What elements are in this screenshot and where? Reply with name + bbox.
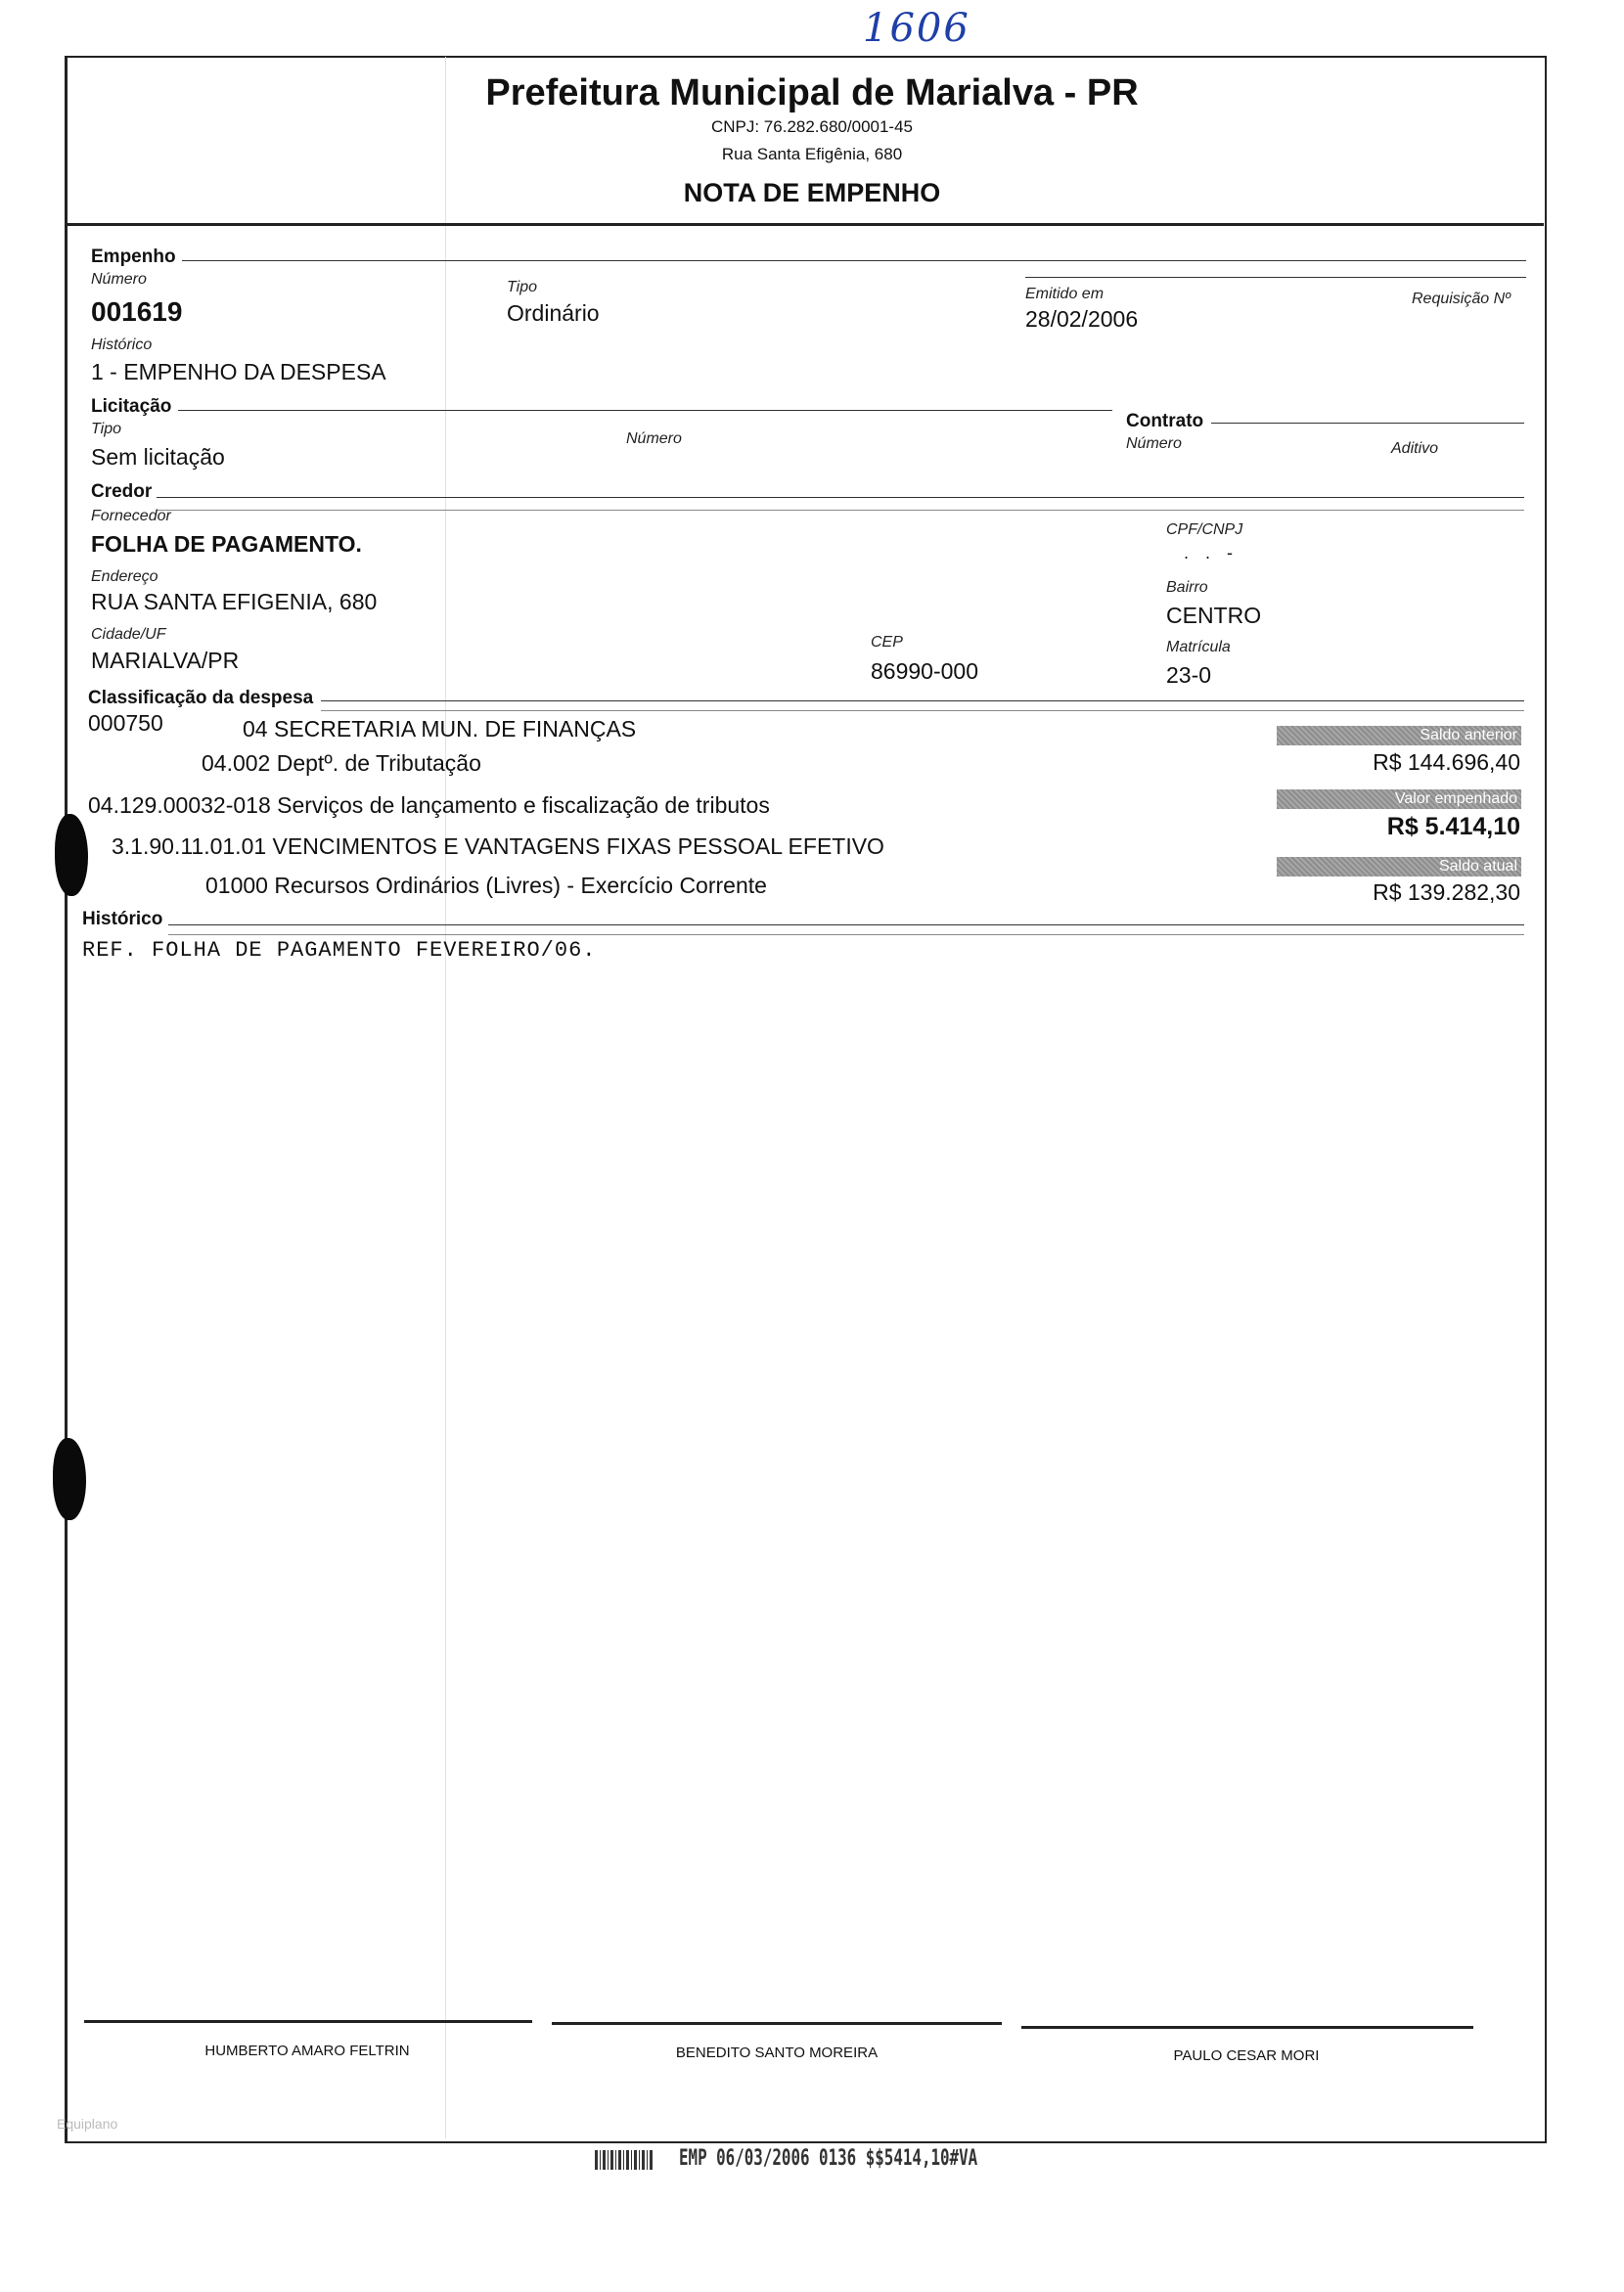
cep-label: CEP — [871, 634, 903, 651]
cnpj-text: CNPJ: 76.282.680/0001-45 — [710, 117, 914, 136]
payment-stamp: EMP 06/03/2006 0136 $$5414,10#VA — [679, 2146, 978, 2171]
classificacao-recurso: 01000 Recursos Ordinários (Livres) - Exercício Corrente — [205, 873, 767, 898]
scan-guide-line — [445, 57, 446, 2138]
emitido-date: 28/02/2006 — [1025, 306, 1139, 332]
classificacao-code: 000750 — [88, 710, 163, 736]
licitacao-rule — [178, 410, 1112, 411]
historico-text: REF. FOLHA DE PAGAMENTO FEVEREIRO/06. — [82, 938, 597, 963]
punch-hole-bottom — [53, 1438, 86, 1520]
licitacao-tipo-label: Tipo — [91, 421, 121, 437]
signature-name-3: PAULO CESAR MORI — [1173, 2047, 1320, 2064]
signature-line-1 — [84, 2020, 532, 2023]
saldo-anterior: R$ 144.696,40 — [1373, 749, 1520, 775]
licitacao-numero-label: Número — [626, 430, 682, 447]
historico-section-label: Histórico — [82, 909, 163, 929]
address-text: Rua Santa Efigênia, 680 — [721, 145, 903, 163]
classificacao-orgao: 04 SECRETARIA MUN. DE FINANÇAS — [243, 716, 637, 742]
requisicao-label: Requisição Nº — [1412, 291, 1511, 307]
empenho-numero: 001619 — [91, 296, 183, 327]
saldo-atual-label: Saldo atual — [1277, 857, 1521, 876]
bairro: CENTRO — [1166, 603, 1262, 628]
emitido-label: Emitido em — [1025, 286, 1105, 302]
empenho-historico-label: Histórico — [91, 337, 153, 353]
contrato-numero-label: Número — [1126, 435, 1182, 452]
contrato-section-label: Contrato — [1126, 411, 1204, 431]
fornecedor-label: Fornecedor — [91, 508, 171, 524]
barcode-icon — [595, 2150, 654, 2170]
licitacao-tipo: Sem licitação — [91, 444, 225, 470]
endereco-label: Endereço — [91, 568, 158, 585]
cidade-label: Cidade/UF — [91, 626, 166, 643]
contrato-aditivo-label: Aditivo — [1391, 440, 1439, 457]
matricula-label: Matrícula — [1166, 639, 1231, 655]
historico-rule — [168, 924, 1524, 925]
valor-empenhado-label: Valor empenhado — [1277, 789, 1521, 809]
classificacao-natureza: 3.1.90.11.01.01 VENCIMENTOS E VANTAGENS FIXAS PESSOAL EFETIVO — [112, 833, 884, 859]
signature-name-2: BENEDITO SANTO MOREIRA — [675, 2045, 879, 2061]
classificacao-rule — [321, 700, 1524, 701]
credor-rule — [157, 497, 1524, 498]
matricula: 23-0 — [1166, 662, 1212, 688]
document-title: NOTA DE EMPENHO — [683, 178, 941, 207]
endereco: RUA SANTA EFIGENIA, 680 — [91, 589, 378, 614]
empenho-historico: 1 - EMPENHO DA DESPESA — [91, 359, 386, 384]
signature-line-3 — [1021, 2026, 1473, 2029]
punch-hole-top — [55, 814, 88, 896]
credor-section-label: Credor — [91, 481, 153, 502]
cpf-value: . . - — [1184, 543, 1239, 562]
handwritten-page-number: 1606 — [863, 6, 970, 51]
requisicao-rule — [1025, 277, 1526, 278]
historico-rule-2 — [168, 934, 1524, 935]
empenho-tipo-label: Tipo — [507, 279, 537, 295]
classificacao-rule-2 — [321, 710, 1524, 711]
classificacao-unidade: 04.002 Deptº. de Tributação — [202, 750, 481, 776]
saldo-atual: R$ 139.282,30 — [1373, 879, 1520, 905]
software-brand: Equiplano — [57, 2116, 118, 2132]
valor-empenhado: R$ 5.414,10 — [1386, 813, 1520, 840]
empenho-rule — [182, 260, 1526, 261]
bairro-label: Bairro — [1166, 579, 1208, 596]
classificacao-funcional: 04.129.00032-018 Serviços de lançamento e fiscalização de tributos — [88, 792, 770, 818]
credor-rule-2 — [157, 510, 1524, 511]
header-divider — [67, 223, 1544, 226]
cep: 86990-000 — [871, 658, 978, 684]
municipality-title: Prefeitura Municipal de Marialva - PR — [485, 72, 1139, 113]
empenho-tipo: Ordinário — [507, 300, 600, 326]
classificacao-section-label: Classificação da despesa — [88, 688, 314, 708]
contrato-rule — [1211, 423, 1524, 424]
cpf-label: CPF/CNPJ — [1166, 521, 1243, 538]
empenho-section-label: Empenho — [91, 247, 176, 267]
signature-name-1: HUMBERTO AMARO FELTRIN — [204, 2043, 410, 2059]
licitacao-section-label: Licitação — [91, 396, 172, 417]
fornecedor: FOLHA DE PAGAMENTO. — [91, 531, 362, 557]
cidade: MARIALVA/PR — [91, 648, 240, 673]
signature-line-2 — [552, 2022, 1002, 2025]
empenho-numero-label: Número — [91, 271, 147, 288]
saldo-anterior-label: Saldo anterior — [1277, 726, 1521, 745]
